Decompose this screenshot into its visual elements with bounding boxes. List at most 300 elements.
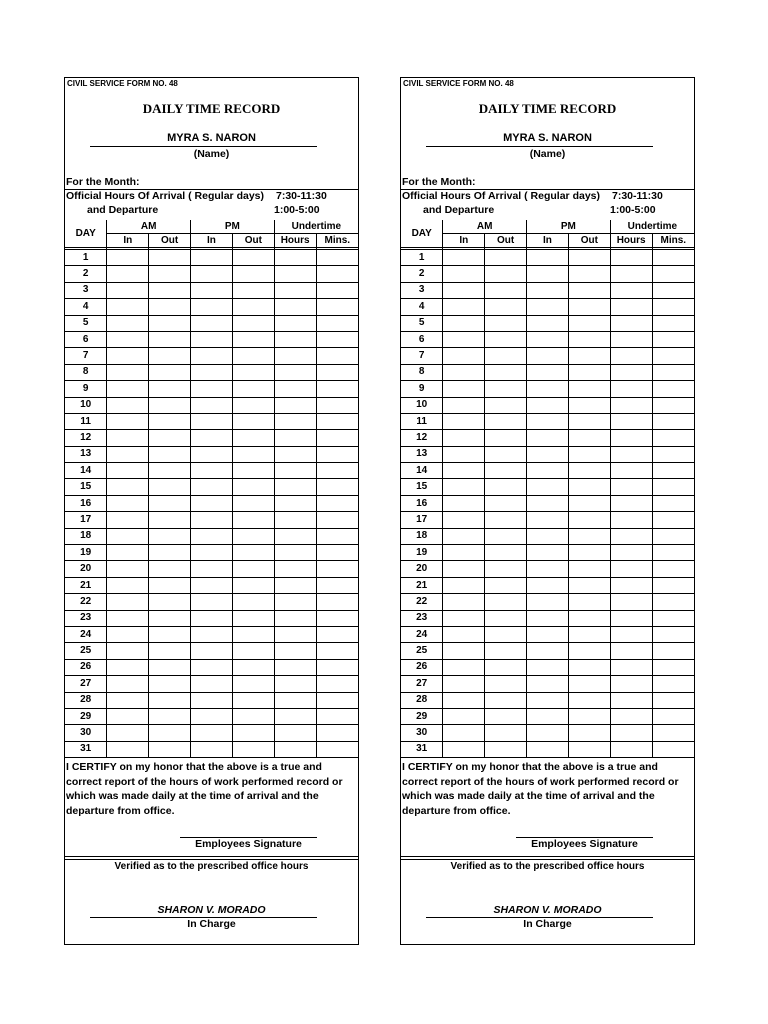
pm-in-cell[interactable] <box>527 659 569 675</box>
pm-in-cell[interactable] <box>191 610 233 626</box>
pm-out-cell[interactable] <box>568 545 610 561</box>
undertime-hours-cell[interactable] <box>274 512 316 528</box>
undertime-hours-cell[interactable] <box>274 299 316 315</box>
am-out-cell[interactable] <box>485 479 527 495</box>
undertime-mins-cell[interactable] <box>316 643 358 659</box>
undertime-mins-cell[interactable] <box>316 741 358 757</box>
am-in-cell[interactable] <box>443 282 485 298</box>
undertime-hours-cell[interactable] <box>610 577 652 593</box>
pm-out-cell[interactable] <box>232 725 274 741</box>
pm-out-cell[interactable] <box>232 282 274 298</box>
pm-out-cell[interactable] <box>568 397 610 413</box>
undertime-hours-cell[interactable] <box>610 381 652 397</box>
undertime-hours-cell[interactable] <box>274 250 316 266</box>
am-in-cell[interactable] <box>443 545 485 561</box>
undertime-hours-cell[interactable] <box>610 348 652 364</box>
pm-in-cell[interactable] <box>527 708 569 724</box>
pm-out-cell[interactable] <box>568 610 610 626</box>
undertime-hours-cell[interactable] <box>274 610 316 626</box>
am-in-cell[interactable] <box>443 463 485 479</box>
pm-out-cell[interactable] <box>232 512 274 528</box>
am-in-cell[interactable] <box>443 741 485 757</box>
undertime-hours-cell[interactable] <box>610 430 652 446</box>
am-out-cell[interactable] <box>149 725 191 741</box>
pm-out-cell[interactable] <box>568 725 610 741</box>
am-out-cell[interactable] <box>149 512 191 528</box>
undertime-mins-cell[interactable] <box>652 266 694 282</box>
undertime-mins-cell[interactable] <box>652 626 694 642</box>
pm-out-cell[interactable] <box>232 676 274 692</box>
pm-out-cell[interactable] <box>232 495 274 511</box>
pm-in-cell[interactable] <box>191 495 233 511</box>
undertime-mins-cell[interactable] <box>652 577 694 593</box>
undertime-mins-cell[interactable] <box>316 545 358 561</box>
pm-in-cell[interactable] <box>527 692 569 708</box>
undertime-hours-cell[interactable] <box>610 659 652 675</box>
pm-out-cell[interactable] <box>568 250 610 266</box>
am-in-cell[interactable] <box>443 512 485 528</box>
undertime-mins-cell[interactable] <box>316 315 358 331</box>
pm-in-cell[interactable] <box>527 315 569 331</box>
undertime-hours-cell[interactable] <box>274 381 316 397</box>
am-out-cell[interactable] <box>485 626 527 642</box>
undertime-hours-cell[interactable] <box>274 626 316 642</box>
pm-out-cell[interactable] <box>232 266 274 282</box>
undertime-mins-cell[interactable] <box>652 692 694 708</box>
undertime-hours-cell[interactable] <box>274 397 316 413</box>
undertime-hours-cell[interactable] <box>274 725 316 741</box>
am-in-cell[interactable] <box>443 643 485 659</box>
undertime-mins-cell[interactable] <box>652 528 694 544</box>
pm-out-cell[interactable] <box>568 561 610 577</box>
undertime-hours-cell[interactable] <box>610 282 652 298</box>
undertime-hours-cell[interactable] <box>274 741 316 757</box>
am-in-cell[interactable] <box>443 315 485 331</box>
am-out-cell[interactable] <box>149 594 191 610</box>
undertime-mins-cell[interactable] <box>652 659 694 675</box>
undertime-mins-cell[interactable] <box>316 676 358 692</box>
undertime-mins-cell[interactable] <box>316 250 358 266</box>
am-in-cell[interactable] <box>107 413 149 429</box>
undertime-hours-cell[interactable] <box>274 331 316 347</box>
am-out-cell[interactable] <box>149 397 191 413</box>
am-out-cell[interactable] <box>149 266 191 282</box>
undertime-hours-cell[interactable] <box>610 725 652 741</box>
am-in-cell[interactable] <box>107 446 149 462</box>
undertime-mins-cell[interactable] <box>316 495 358 511</box>
pm-out-cell[interactable] <box>232 659 274 675</box>
am-in-cell[interactable] <box>107 692 149 708</box>
pm-out-cell[interactable] <box>232 610 274 626</box>
undertime-hours-cell[interactable] <box>274 577 316 593</box>
undertime-hours-cell[interactable] <box>274 479 316 495</box>
am-out-cell[interactable] <box>485 446 527 462</box>
pm-in-cell[interactable] <box>191 643 233 659</box>
pm-in-cell[interactable] <box>527 446 569 462</box>
undertime-mins-cell[interactable] <box>652 594 694 610</box>
pm-out-cell[interactable] <box>568 299 610 315</box>
pm-out-cell[interactable] <box>568 430 610 446</box>
pm-out-cell[interactable] <box>568 364 610 380</box>
pm-out-cell[interactable] <box>568 446 610 462</box>
am-out-cell[interactable] <box>485 676 527 692</box>
am-out-cell[interactable] <box>485 594 527 610</box>
pm-in-cell[interactable] <box>527 676 569 692</box>
pm-in-cell[interactable] <box>527 331 569 347</box>
am-in-cell[interactable] <box>443 594 485 610</box>
pm-out-cell[interactable] <box>568 643 610 659</box>
am-out-cell[interactable] <box>149 545 191 561</box>
undertime-mins-cell[interactable] <box>652 397 694 413</box>
am-in-cell[interactable] <box>443 577 485 593</box>
undertime-mins-cell[interactable] <box>652 708 694 724</box>
undertime-mins-cell[interactable] <box>652 381 694 397</box>
pm-in-cell[interactable] <box>191 577 233 593</box>
am-in-cell[interactable] <box>107 266 149 282</box>
pm-in-cell[interactable] <box>527 364 569 380</box>
am-out-cell[interactable] <box>149 708 191 724</box>
am-out-cell[interactable] <box>485 381 527 397</box>
pm-out-cell[interactable] <box>232 348 274 364</box>
pm-in-cell[interactable] <box>527 610 569 626</box>
pm-in-cell[interactable] <box>191 741 233 757</box>
undertime-mins-cell[interactable] <box>652 299 694 315</box>
pm-in-cell[interactable] <box>527 577 569 593</box>
am-out-cell[interactable] <box>485 545 527 561</box>
pm-out-cell[interactable] <box>568 413 610 429</box>
pm-in-cell[interactable] <box>527 626 569 642</box>
am-out-cell[interactable] <box>149 692 191 708</box>
am-in-cell[interactable] <box>443 626 485 642</box>
undertime-mins-cell[interactable] <box>316 626 358 642</box>
am-in-cell[interactable] <box>443 266 485 282</box>
pm-in-cell[interactable] <box>191 413 233 429</box>
am-in-cell[interactable] <box>443 348 485 364</box>
undertime-hours-cell[interactable] <box>274 495 316 511</box>
am-in-cell[interactable] <box>107 676 149 692</box>
pm-in-cell[interactable] <box>527 463 569 479</box>
pm-in-cell[interactable] <box>527 725 569 741</box>
am-out-cell[interactable] <box>485 331 527 347</box>
am-in-cell[interactable] <box>443 381 485 397</box>
am-out-cell[interactable] <box>485 495 527 511</box>
pm-out-cell[interactable] <box>232 331 274 347</box>
undertime-mins-cell[interactable] <box>316 364 358 380</box>
pm-in-cell[interactable] <box>191 528 233 544</box>
pm-in-cell[interactable] <box>191 561 233 577</box>
am-out-cell[interactable] <box>485 610 527 626</box>
undertime-mins-cell[interactable] <box>652 331 694 347</box>
undertime-hours-cell[interactable] <box>610 299 652 315</box>
am-out-cell[interactable] <box>485 741 527 757</box>
undertime-mins-cell[interactable] <box>652 643 694 659</box>
undertime-hours-cell[interactable] <box>610 741 652 757</box>
pm-out-cell[interactable] <box>232 708 274 724</box>
undertime-hours-cell[interactable] <box>610 626 652 642</box>
am-out-cell[interactable] <box>149 495 191 511</box>
undertime-mins-cell[interactable] <box>652 741 694 757</box>
am-in-cell[interactable] <box>107 545 149 561</box>
am-in-cell[interactable] <box>107 299 149 315</box>
undertime-hours-cell[interactable] <box>274 528 316 544</box>
am-in-cell[interactable] <box>107 594 149 610</box>
pm-in-cell[interactable] <box>527 479 569 495</box>
undertime-hours-cell[interactable] <box>610 708 652 724</box>
undertime-mins-cell[interactable] <box>652 315 694 331</box>
am-out-cell[interactable] <box>149 364 191 380</box>
undertime-mins-cell[interactable] <box>652 463 694 479</box>
am-out-cell[interactable] <box>485 725 527 741</box>
am-in-cell[interactable] <box>107 282 149 298</box>
undertime-mins-cell[interactable] <box>652 676 694 692</box>
undertime-hours-cell[interactable] <box>274 594 316 610</box>
undertime-hours-cell[interactable] <box>610 643 652 659</box>
am-in-cell[interactable] <box>107 250 149 266</box>
undertime-hours-cell[interactable] <box>274 676 316 692</box>
pm-in-cell[interactable] <box>191 381 233 397</box>
am-in-cell[interactable] <box>443 250 485 266</box>
am-in-cell[interactable] <box>443 413 485 429</box>
undertime-mins-cell[interactable] <box>652 545 694 561</box>
am-out-cell[interactable] <box>485 315 527 331</box>
pm-out-cell[interactable] <box>568 315 610 331</box>
pm-out-cell[interactable] <box>232 315 274 331</box>
am-in-cell[interactable] <box>107 659 149 675</box>
pm-out-cell[interactable] <box>568 381 610 397</box>
am-out-cell[interactable] <box>485 643 527 659</box>
am-out-cell[interactable] <box>149 315 191 331</box>
undertime-mins-cell[interactable] <box>316 512 358 528</box>
am-out-cell[interactable] <box>149 626 191 642</box>
pm-in-cell[interactable] <box>191 676 233 692</box>
undertime-mins-cell[interactable] <box>316 708 358 724</box>
pm-out-cell[interactable] <box>232 528 274 544</box>
am-out-cell[interactable] <box>485 413 527 429</box>
am-out-cell[interactable] <box>149 331 191 347</box>
pm-out-cell[interactable] <box>568 708 610 724</box>
undertime-hours-cell[interactable] <box>610 397 652 413</box>
am-in-cell[interactable] <box>443 331 485 347</box>
pm-out-cell[interactable] <box>232 446 274 462</box>
undertime-hours-cell[interactable] <box>610 413 652 429</box>
pm-out-cell[interactable] <box>232 430 274 446</box>
am-in-cell[interactable] <box>443 479 485 495</box>
undertime-mins-cell[interactable] <box>316 610 358 626</box>
am-out-cell[interactable] <box>149 528 191 544</box>
am-out-cell[interactable] <box>485 266 527 282</box>
pm-out-cell[interactable] <box>568 594 610 610</box>
pm-in-cell[interactable] <box>527 741 569 757</box>
undertime-hours-cell[interactable] <box>274 561 316 577</box>
am-in-cell[interactable] <box>107 495 149 511</box>
undertime-hours-cell[interactable] <box>610 561 652 577</box>
pm-in-cell[interactable] <box>527 413 569 429</box>
undertime-hours-cell[interactable] <box>274 446 316 462</box>
undertime-hours-cell[interactable] <box>274 348 316 364</box>
pm-out-cell[interactable] <box>232 479 274 495</box>
pm-in-cell[interactable] <box>191 266 233 282</box>
pm-out-cell[interactable] <box>232 545 274 561</box>
undertime-mins-cell[interactable] <box>652 430 694 446</box>
undertime-hours-cell[interactable] <box>274 692 316 708</box>
am-out-cell[interactable] <box>485 282 527 298</box>
am-in-cell[interactable] <box>107 397 149 413</box>
am-in-cell[interactable] <box>107 610 149 626</box>
pm-out-cell[interactable] <box>568 331 610 347</box>
pm-in-cell[interactable] <box>527 528 569 544</box>
am-in-cell[interactable] <box>443 364 485 380</box>
am-in-cell[interactable] <box>443 659 485 675</box>
am-in-cell[interactable] <box>107 315 149 331</box>
undertime-hours-cell[interactable] <box>610 446 652 462</box>
am-out-cell[interactable] <box>149 577 191 593</box>
pm-in-cell[interactable] <box>191 545 233 561</box>
undertime-hours-cell[interactable] <box>610 692 652 708</box>
undertime-mins-cell[interactable] <box>316 577 358 593</box>
am-in-cell[interactable] <box>107 708 149 724</box>
am-out-cell[interactable] <box>485 397 527 413</box>
am-out-cell[interactable] <box>485 430 527 446</box>
am-out-cell[interactable] <box>485 463 527 479</box>
undertime-mins-cell[interactable] <box>316 659 358 675</box>
pm-in-cell[interactable] <box>527 594 569 610</box>
undertime-mins-cell[interactable] <box>652 495 694 511</box>
pm-out-cell[interactable] <box>568 528 610 544</box>
am-in-cell[interactable] <box>443 397 485 413</box>
pm-out-cell[interactable] <box>232 692 274 708</box>
undertime-mins-cell[interactable] <box>316 413 358 429</box>
pm-out-cell[interactable] <box>568 266 610 282</box>
undertime-hours-cell[interactable] <box>274 545 316 561</box>
undertime-mins-cell[interactable] <box>652 725 694 741</box>
pm-out-cell[interactable] <box>232 250 274 266</box>
undertime-mins-cell[interactable] <box>316 282 358 298</box>
am-out-cell[interactable] <box>485 659 527 675</box>
undertime-hours-cell[interactable] <box>274 659 316 675</box>
am-in-cell[interactable] <box>443 561 485 577</box>
pm-out-cell[interactable] <box>568 282 610 298</box>
pm-in-cell[interactable] <box>527 299 569 315</box>
undertime-mins-cell[interactable] <box>652 364 694 380</box>
pm-out-cell[interactable] <box>568 577 610 593</box>
undertime-hours-cell[interactable] <box>610 512 652 528</box>
am-out-cell[interactable] <box>485 561 527 577</box>
pm-out-cell[interactable] <box>568 512 610 528</box>
undertime-hours-cell[interactable] <box>274 430 316 446</box>
am-out-cell[interactable] <box>149 463 191 479</box>
pm-out-cell[interactable] <box>232 299 274 315</box>
undertime-mins-cell[interactable] <box>652 348 694 364</box>
undertime-hours-cell[interactable] <box>274 643 316 659</box>
undertime-mins-cell[interactable] <box>652 479 694 495</box>
pm-in-cell[interactable] <box>191 594 233 610</box>
undertime-mins-cell[interactable] <box>652 512 694 528</box>
am-out-cell[interactable] <box>485 528 527 544</box>
pm-out-cell[interactable] <box>232 397 274 413</box>
pm-out-cell[interactable] <box>232 463 274 479</box>
am-in-cell[interactable] <box>107 430 149 446</box>
pm-in-cell[interactable] <box>191 250 233 266</box>
undertime-hours-cell[interactable] <box>610 463 652 479</box>
pm-out-cell[interactable] <box>568 348 610 364</box>
pm-in-cell[interactable] <box>527 512 569 528</box>
am-out-cell[interactable] <box>149 741 191 757</box>
undertime-mins-cell[interactable] <box>316 725 358 741</box>
undertime-hours-cell[interactable] <box>610 495 652 511</box>
am-in-cell[interactable] <box>107 364 149 380</box>
am-in-cell[interactable] <box>107 561 149 577</box>
am-out-cell[interactable] <box>149 479 191 495</box>
undertime-hours-cell[interactable] <box>610 528 652 544</box>
am-out-cell[interactable] <box>149 348 191 364</box>
am-out-cell[interactable] <box>485 512 527 528</box>
pm-out-cell[interactable] <box>232 594 274 610</box>
am-out-cell[interactable] <box>149 643 191 659</box>
pm-in-cell[interactable] <box>527 250 569 266</box>
pm-in-cell[interactable] <box>191 626 233 642</box>
pm-in-cell[interactable] <box>191 692 233 708</box>
pm-out-cell[interactable] <box>568 479 610 495</box>
undertime-mins-cell[interactable] <box>316 430 358 446</box>
undertime-hours-cell[interactable] <box>274 413 316 429</box>
undertime-hours-cell[interactable] <box>610 479 652 495</box>
pm-in-cell[interactable] <box>191 708 233 724</box>
am-out-cell[interactable] <box>149 676 191 692</box>
am-in-cell[interactable] <box>107 512 149 528</box>
am-in-cell[interactable] <box>107 577 149 593</box>
am-in-cell[interactable] <box>107 381 149 397</box>
am-out-cell[interactable] <box>149 250 191 266</box>
undertime-hours-cell[interactable] <box>610 315 652 331</box>
undertime-mins-cell[interactable] <box>652 561 694 577</box>
undertime-hours-cell[interactable] <box>610 610 652 626</box>
pm-in-cell[interactable] <box>191 348 233 364</box>
pm-in-cell[interactable] <box>191 282 233 298</box>
undertime-mins-cell[interactable] <box>316 348 358 364</box>
pm-in-cell[interactable] <box>191 479 233 495</box>
pm-in-cell[interactable] <box>191 430 233 446</box>
am-in-cell[interactable] <box>107 725 149 741</box>
undertime-hours-cell[interactable] <box>610 364 652 380</box>
am-in-cell[interactable] <box>443 610 485 626</box>
am-in-cell[interactable] <box>107 741 149 757</box>
pm-out-cell[interactable] <box>232 364 274 380</box>
pm-out-cell[interactable] <box>568 659 610 675</box>
undertime-hours-cell[interactable] <box>610 545 652 561</box>
undertime-mins-cell[interactable] <box>316 561 358 577</box>
pm-out-cell[interactable] <box>232 643 274 659</box>
am-in-cell[interactable] <box>107 479 149 495</box>
undertime-mins-cell[interactable] <box>316 331 358 347</box>
pm-in-cell[interactable] <box>527 266 569 282</box>
pm-in-cell[interactable] <box>527 348 569 364</box>
undertime-mins-cell[interactable] <box>316 381 358 397</box>
undertime-hours-cell[interactable] <box>610 250 652 266</box>
pm-out-cell[interactable] <box>232 741 274 757</box>
am-out-cell[interactable] <box>149 299 191 315</box>
pm-out-cell[interactable] <box>232 577 274 593</box>
undertime-mins-cell[interactable] <box>316 446 358 462</box>
am-out-cell[interactable] <box>485 692 527 708</box>
am-in-cell[interactable] <box>107 348 149 364</box>
pm-out-cell[interactable] <box>568 495 610 511</box>
pm-in-cell[interactable] <box>191 331 233 347</box>
undertime-mins-cell[interactable] <box>316 692 358 708</box>
am-out-cell[interactable] <box>485 577 527 593</box>
am-out-cell[interactable] <box>149 561 191 577</box>
pm-in-cell[interactable] <box>527 430 569 446</box>
am-in-cell[interactable] <box>443 725 485 741</box>
